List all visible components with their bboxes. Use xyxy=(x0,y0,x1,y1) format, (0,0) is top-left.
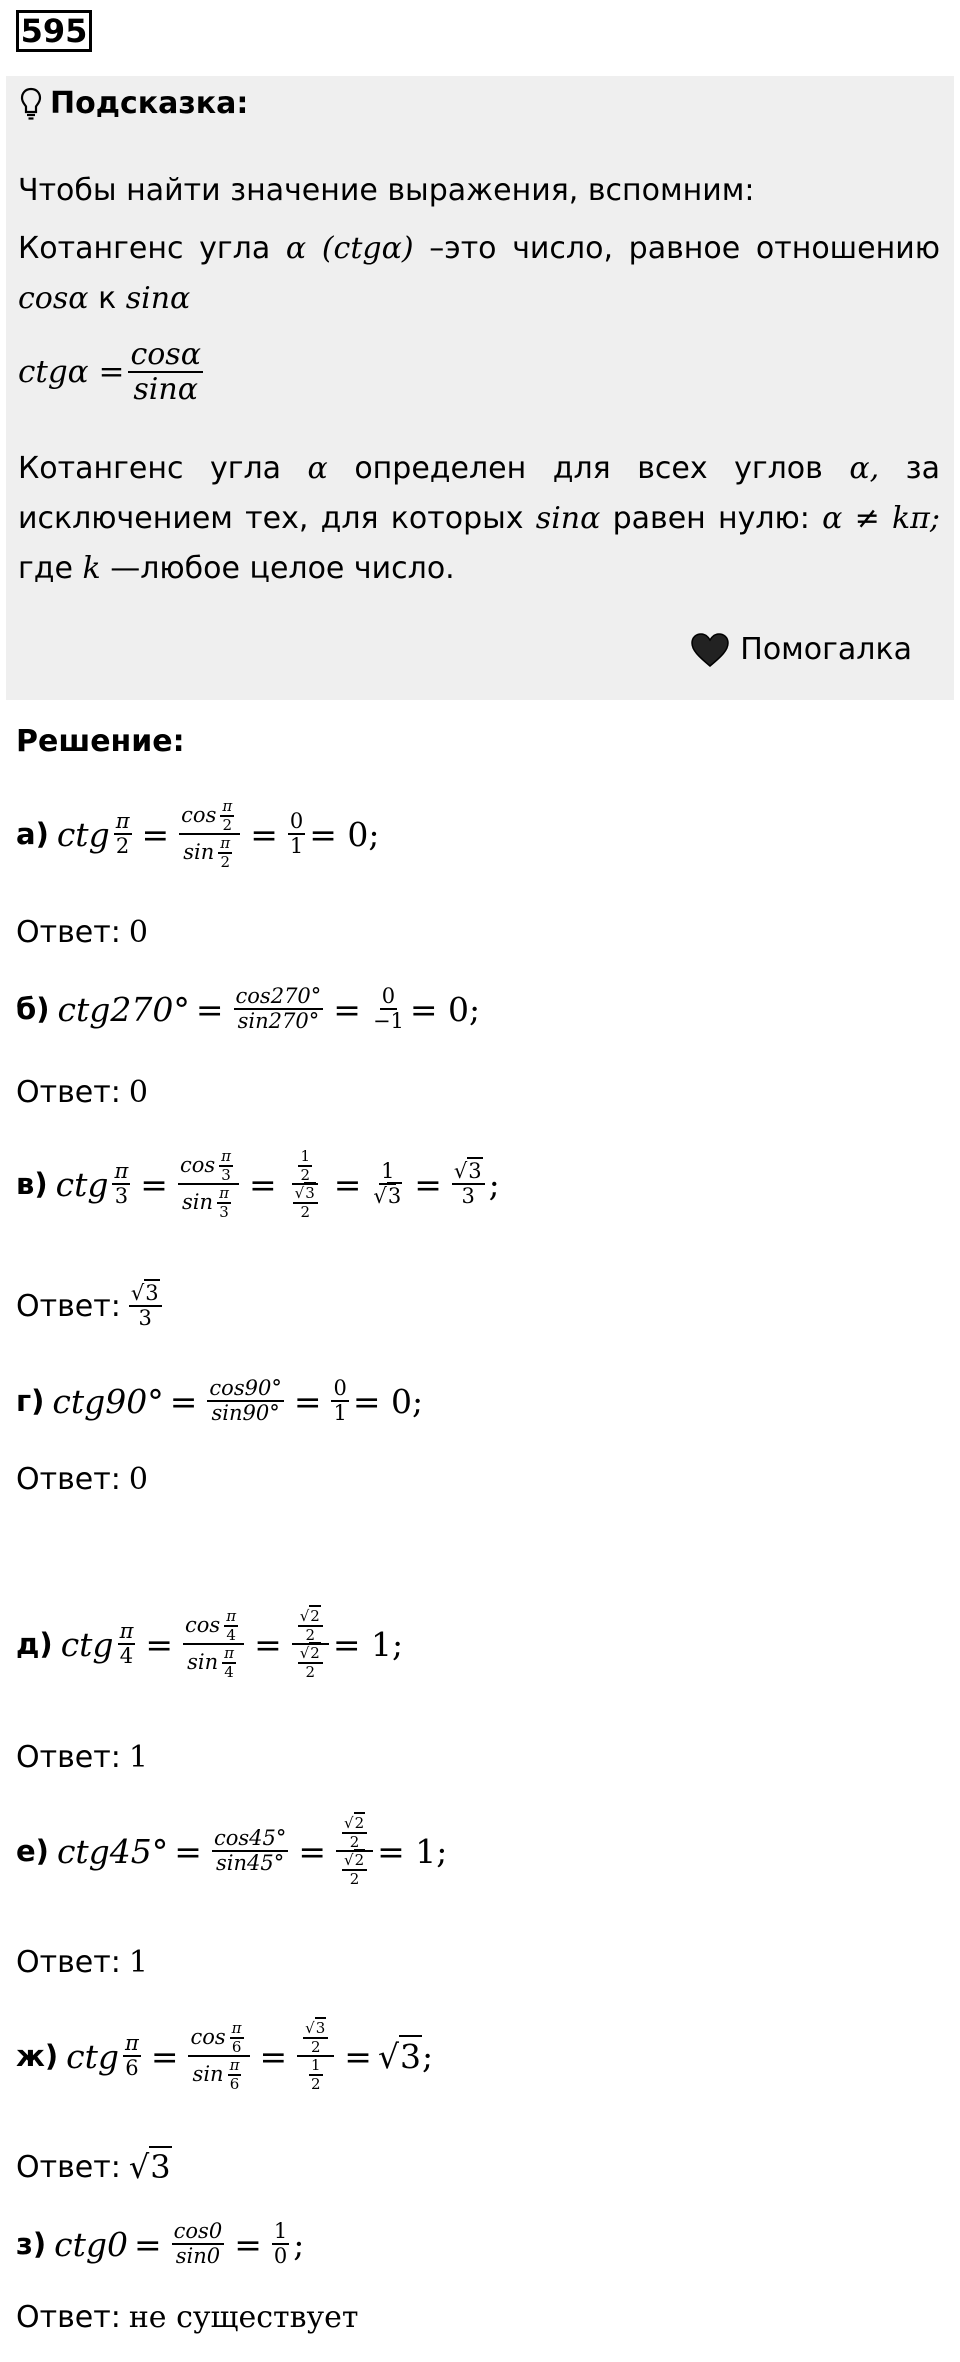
cos: cos xyxy=(181,802,217,827)
arg-fraction xyxy=(118,1620,136,1668)
cos: cos xyxy=(185,1612,221,1637)
compound-num xyxy=(297,2020,334,2057)
equals: = xyxy=(333,1164,362,1204)
domain-word: углов xyxy=(734,451,823,486)
answer-value: не существует xyxy=(128,2300,359,2335)
den: sin90° xyxy=(211,1401,280,1426)
cos-sin-fraction xyxy=(234,985,324,1033)
formula-lhs: ctgα = xyxy=(18,354,125,390)
math-cos: cosα xyxy=(18,281,89,316)
sqrt: √2 xyxy=(298,1645,323,1664)
answer-fraction xyxy=(129,1282,162,1330)
equals: = xyxy=(150,2036,179,2076)
arg-num: π xyxy=(118,1620,136,1645)
arg-num: π xyxy=(226,1607,237,1625)
compound-num xyxy=(336,1815,373,1852)
ctg: ctg xyxy=(56,814,110,854)
sqrt: √3 xyxy=(303,2020,328,2039)
semicolon: ; xyxy=(421,2036,434,2076)
den: 2 xyxy=(310,2037,321,2056)
radicand: 3 xyxy=(305,1184,315,1202)
hint-definition-line2 xyxy=(18,274,940,324)
equals: = xyxy=(250,814,278,854)
def-word: отношению xyxy=(755,231,940,266)
equals: = xyxy=(195,989,224,1029)
def-word: к xyxy=(98,281,117,316)
den: −1 xyxy=(372,1009,404,1034)
radicand: 3 xyxy=(150,2148,171,2186)
cos-num xyxy=(183,1608,244,1645)
ctg: ctg xyxy=(60,1624,114,1664)
den: 2 xyxy=(310,2074,321,2093)
sin: sin xyxy=(187,1649,219,1674)
radicand: 2 xyxy=(354,1851,365,1869)
solution-z xyxy=(16,2220,304,2268)
half xyxy=(298,1148,312,1183)
result-fraction xyxy=(371,985,406,1033)
result-fraction xyxy=(288,810,305,858)
arg-num: π xyxy=(220,834,231,852)
equals: = xyxy=(140,1164,168,1204)
answer-b xyxy=(16,1075,148,1110)
num: 0 xyxy=(331,1377,348,1402)
num: cos45° xyxy=(212,1827,288,1852)
answer-label: Ответ: xyxy=(16,2149,121,2185)
domain-word: Котангенс xyxy=(18,451,184,486)
hint-formula xyxy=(18,338,940,406)
tiny-arg xyxy=(220,798,234,833)
answer-value: 0 xyxy=(128,1075,148,1110)
domain-text: —любое целое число. xyxy=(110,551,455,586)
den: 0 xyxy=(273,2244,288,2269)
arg-num: π xyxy=(221,1147,231,1165)
result-fraction xyxy=(272,2220,289,2268)
solution-d xyxy=(16,1608,403,1680)
answer-value: 0 xyxy=(128,915,148,950)
domain-text: равен нулю: xyxy=(612,501,810,536)
answer-value: 1 xyxy=(128,1945,148,1980)
domain-word: всех xyxy=(637,451,708,486)
fraction xyxy=(371,1160,404,1208)
arg-num: π xyxy=(114,810,132,835)
answer-v xyxy=(16,1282,166,1330)
arg-den: 3 xyxy=(114,1184,129,1208)
item-label: б) xyxy=(16,992,50,1027)
sin-den xyxy=(191,2057,248,2092)
arg-num: π xyxy=(224,1644,234,1662)
compound-fraction xyxy=(287,1148,324,1220)
ctg: ctg270° xyxy=(57,989,190,1029)
arg-fraction xyxy=(123,2032,141,2080)
cos-sin-fraction xyxy=(178,1148,239,1220)
equals: = xyxy=(141,814,170,854)
tiny-arg xyxy=(228,2057,242,2092)
sqrt: √3 xyxy=(452,1160,485,1185)
item-label: г) xyxy=(16,1384,45,1419)
num: 1 xyxy=(379,1160,396,1185)
lightbulb-icon xyxy=(20,87,42,121)
domain-word: α, xyxy=(849,451,880,486)
formula-denominator: sinα xyxy=(133,372,198,407)
item-label: а) xyxy=(16,817,49,851)
semicolon: ; xyxy=(293,2224,305,2264)
den: 1 xyxy=(333,1401,347,1426)
arg-den: 3 xyxy=(221,1165,231,1184)
arg-den: 2 xyxy=(115,834,130,858)
sqrt: √3 xyxy=(373,1184,402,1208)
cos-sin-fraction xyxy=(207,1377,283,1425)
arg-den: 6 xyxy=(125,2056,139,2080)
result: = 1; xyxy=(377,1831,448,1871)
den: 2 xyxy=(300,1165,310,1184)
den: 2 xyxy=(300,1202,310,1221)
math-k: k xyxy=(82,551,101,586)
den: 2 xyxy=(305,1662,316,1681)
cos-sin-fraction xyxy=(172,2220,225,2268)
compound-den xyxy=(336,1852,373,1887)
cos: cos xyxy=(179,1152,216,1177)
answer-d xyxy=(16,1740,148,1775)
solution-e xyxy=(16,1815,447,1887)
domain-word: для xyxy=(552,451,611,486)
domain-word: α xyxy=(307,451,328,486)
den: 1 xyxy=(289,834,304,858)
cos-sin-fraction xyxy=(179,798,240,870)
heart-icon xyxy=(690,632,730,668)
equals: = xyxy=(293,1381,322,1421)
sin-den xyxy=(180,1185,237,1220)
fraction xyxy=(452,1160,485,1208)
answer-label: Ответ: xyxy=(16,1740,121,1775)
answer-label: Ответ: xyxy=(16,1945,121,1980)
num: cos90° xyxy=(207,1377,283,1402)
cos-num xyxy=(178,1148,239,1185)
radicand: 3 xyxy=(145,1281,159,1305)
answer-label: Ответ: xyxy=(16,2300,121,2335)
item-label: з) xyxy=(16,2227,47,2262)
sqrt-half xyxy=(293,1185,318,1220)
radicand: 3 xyxy=(399,2036,421,2076)
compound-den xyxy=(303,2057,329,2092)
ctg: ctg90° xyxy=(52,1381,164,1421)
den: 2 xyxy=(349,1832,360,1851)
hint-title xyxy=(20,84,248,124)
compound-num xyxy=(292,1608,329,1645)
arg-num: π xyxy=(229,2056,240,2074)
domain-word: определен xyxy=(354,451,527,486)
tiny-arg xyxy=(230,2020,244,2055)
radicand: 3 xyxy=(468,1158,482,1183)
arg-den: 4 xyxy=(226,1625,236,1644)
num: 1 xyxy=(310,2056,321,2074)
answer-value: 1 xyxy=(128,1740,148,1775)
arg-num: π xyxy=(231,2019,242,2037)
result: = 0; xyxy=(352,1381,424,1421)
sin-den xyxy=(181,835,238,870)
arg-num: π xyxy=(123,2032,141,2057)
sin: sin xyxy=(192,2061,224,2086)
hint-domain-line3 xyxy=(18,544,940,594)
solution-b xyxy=(16,985,480,1033)
answer-label: Ответ: xyxy=(16,915,121,950)
cos-num xyxy=(188,2020,249,2057)
den: 2 xyxy=(349,1869,360,1888)
answer-label: Ответ: xyxy=(16,1075,121,1110)
sqrt-half xyxy=(342,1815,367,1850)
def-word: Котангенс xyxy=(18,231,184,266)
cos: cos xyxy=(190,2024,226,2049)
sqrt: √2 xyxy=(298,1608,323,1627)
domain-text: исключением тех, для которых xyxy=(18,501,524,536)
equals: = xyxy=(254,1624,282,1664)
equals: = xyxy=(249,1164,277,1204)
answer-e xyxy=(16,1945,148,1980)
num: 0 xyxy=(288,810,305,835)
equals: = xyxy=(414,1164,442,1204)
sqrt: √3 xyxy=(293,1185,318,1204)
hint-domain-line1 xyxy=(18,444,940,494)
tiny-arg xyxy=(219,1148,233,1183)
sqrt: √3 xyxy=(377,2036,421,2076)
arg-fraction xyxy=(112,1160,130,1208)
equals: = xyxy=(145,1624,174,1664)
tiny-arg xyxy=(222,1645,236,1680)
compound-den xyxy=(287,1185,324,1220)
den: sin45° xyxy=(216,1851,285,1875)
equals: = xyxy=(259,2036,288,2076)
equals: = xyxy=(333,989,361,1029)
hint-panel xyxy=(6,76,954,700)
ctg: ctg xyxy=(66,2036,119,2076)
den: 2 xyxy=(305,1625,316,1644)
def-word: равное xyxy=(628,231,741,266)
helper-label[interactable]: Помогалка xyxy=(740,632,912,667)
cos-sin-fraction xyxy=(212,1827,288,1875)
arg-num: π xyxy=(112,1160,130,1185)
compound-den xyxy=(292,1645,329,1680)
solution-a xyxy=(16,798,380,870)
equals: = xyxy=(133,2224,162,2264)
item-label: е) xyxy=(16,1834,49,1868)
compound-fraction xyxy=(297,2020,334,2092)
result-fraction xyxy=(331,1377,348,1425)
ctg: ctg xyxy=(55,1164,109,1204)
arg-den: 6 xyxy=(231,2037,242,2056)
num: 1 xyxy=(300,1147,310,1165)
hint-title-text: Подсказка: xyxy=(50,86,249,121)
answer-z xyxy=(16,2300,359,2335)
cos-num xyxy=(179,798,240,835)
tiny-arg xyxy=(218,835,232,870)
formula-fraction xyxy=(128,338,203,406)
sqrt: √2 xyxy=(342,1852,367,1871)
num: 0 xyxy=(380,985,397,1010)
compound-fraction xyxy=(336,1815,373,1887)
equals: = xyxy=(298,1831,327,1871)
radicand: 2 xyxy=(310,1607,320,1625)
def-word: (ctgα) xyxy=(321,231,414,266)
domain-word: угла xyxy=(209,451,282,486)
answer-sqrt: √3 xyxy=(128,2148,171,2186)
arg-den: 6 xyxy=(229,2074,240,2093)
solution-zh xyxy=(16,2020,433,2092)
ctg: ctg0 xyxy=(54,2224,128,2264)
sqrt-half xyxy=(303,2020,328,2055)
answer-g xyxy=(16,1462,148,1497)
cos-sin-fraction xyxy=(183,1608,244,1680)
def-word: число, xyxy=(512,231,613,266)
hint-domain-line2 xyxy=(18,494,940,544)
radicand: 2 xyxy=(354,1814,365,1832)
result: = 0; xyxy=(309,814,380,854)
def-word: α xyxy=(285,231,307,266)
arg-num: π xyxy=(222,797,233,815)
sqrt-half xyxy=(298,1608,323,1643)
tiny-arg xyxy=(224,1608,238,1643)
compound-num xyxy=(292,1148,318,1185)
solution-v xyxy=(16,1148,500,1220)
arg-num: π xyxy=(219,1184,229,1202)
answer-value: 0 xyxy=(128,1462,148,1497)
sin-den xyxy=(185,1645,242,1680)
den: sin270° xyxy=(237,1009,320,1034)
arg-den: 4 xyxy=(119,1644,134,1668)
semicolon: ; xyxy=(488,1164,500,1204)
arg-den: 2 xyxy=(222,815,233,834)
solution-title: Решение: xyxy=(16,724,185,759)
sqrt: √3 xyxy=(129,1282,162,1307)
radicand: 3 xyxy=(387,1184,402,1208)
answer-zh xyxy=(16,2148,172,2186)
ctg: ctg45° xyxy=(56,1831,169,1871)
result: = 1; xyxy=(332,1624,404,1664)
helper-link[interactable] xyxy=(690,630,912,670)
answer-label: Ответ: xyxy=(16,1462,121,1497)
num: 1 xyxy=(272,2220,289,2245)
sin: sin xyxy=(183,839,215,864)
def-word: угла xyxy=(199,231,271,266)
formula-numerator: cosα xyxy=(130,337,201,372)
num: cos0 xyxy=(172,2220,225,2245)
item-label: д) xyxy=(16,1627,53,1661)
radicand: 3 xyxy=(315,2019,326,2037)
arg-den: 3 xyxy=(219,1202,229,1221)
equals: = xyxy=(174,1831,202,1871)
domain-word: за xyxy=(905,451,940,486)
sqrt-half xyxy=(342,1852,367,1887)
equals: = xyxy=(169,1381,198,1421)
math-sin: sinα xyxy=(535,501,601,536)
domain-condition: α ≠ kπ; xyxy=(822,501,940,536)
half xyxy=(309,2057,323,2092)
math-sin: sinα xyxy=(125,281,191,316)
def-word: –это xyxy=(429,231,497,266)
den: 3 xyxy=(461,1184,475,1208)
answer-label: Ответ: xyxy=(16,1288,121,1324)
num: cos270° xyxy=(234,985,324,1010)
den: sin0 xyxy=(175,2244,221,2269)
arg-fraction xyxy=(114,810,132,858)
radicand: 2 xyxy=(310,1644,320,1662)
item-label: ж) xyxy=(16,2039,59,2073)
result: = 0; xyxy=(409,989,481,1029)
hint-definition-line1 xyxy=(18,224,940,274)
task-number: 595 xyxy=(16,10,92,52)
sqrt: √2 xyxy=(342,1815,367,1834)
solution-g xyxy=(16,1377,423,1425)
arg-den: 4 xyxy=(224,1662,234,1681)
answer-a xyxy=(16,915,148,950)
hint-intro: Чтобы найти значение выражения, вспомним: xyxy=(18,173,755,208)
tiny-arg xyxy=(217,1185,231,1220)
item-label: в) xyxy=(16,1167,48,1201)
compound-fraction xyxy=(292,1608,329,1680)
sin: sin xyxy=(182,1189,214,1214)
arg-den: 2 xyxy=(220,852,230,871)
domain-text: где xyxy=(18,551,73,586)
cos-sin-fraction xyxy=(188,2020,249,2092)
equals: = xyxy=(234,2224,262,2264)
sqrt-half xyxy=(298,1645,323,1680)
equals: = xyxy=(344,2036,372,2076)
den: 3 xyxy=(138,1306,152,1331)
